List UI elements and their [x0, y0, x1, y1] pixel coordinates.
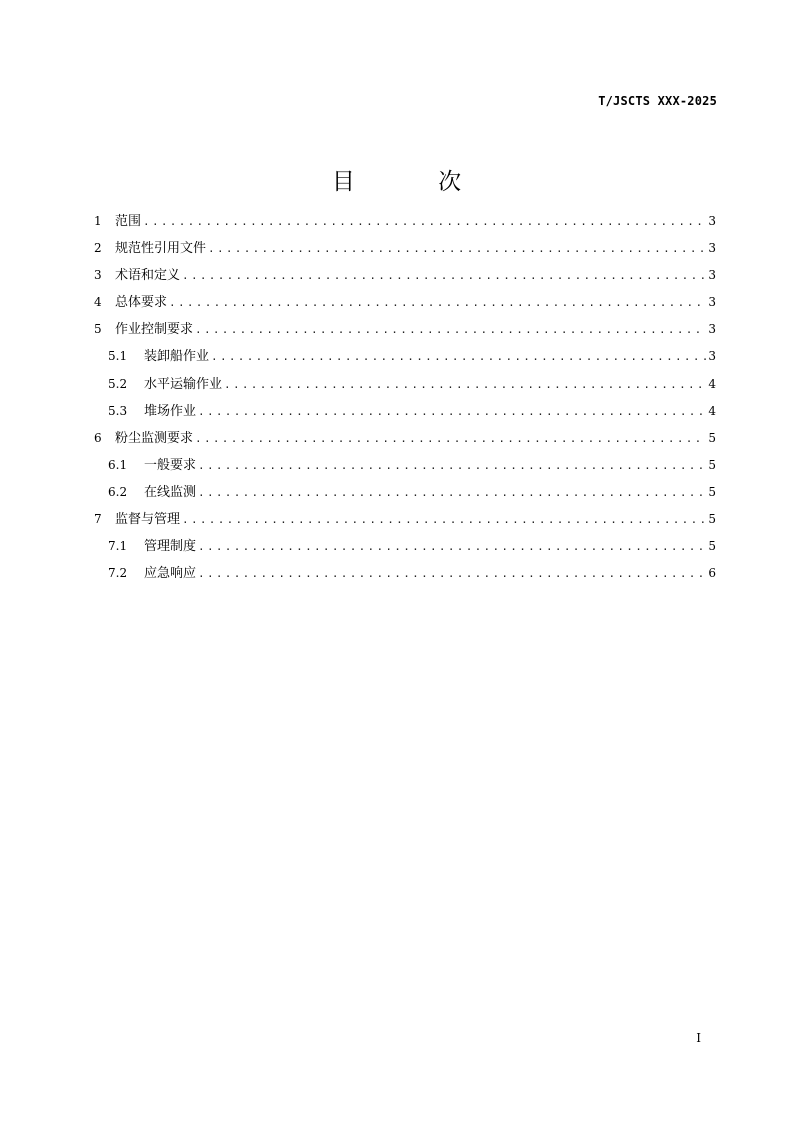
toc-leader-dots: [195, 323, 706, 336]
toc-entry-label: 管理制度: [144, 539, 197, 555]
toc-entry-number: 3: [94, 268, 102, 283]
toc-entry-label: 水平运输作业: [144, 376, 223, 392]
toc-entry[interactable]: [94, 210, 716, 237]
toc-entry[interactable]: [94, 400, 716, 427]
toc-entry-number: 7.2: [108, 566, 128, 581]
toc-entry-number: 6.2: [108, 484, 128, 499]
toc-entry[interactable]: [94, 264, 716, 291]
toc-entry-page: 4: [708, 403, 716, 418]
toc-leader-dots: [182, 513, 706, 526]
toc-entry-label: 粉尘监测要求: [115, 430, 194, 446]
toc-entry-page: 5: [708, 539, 716, 554]
toc-entry[interactable]: [94, 427, 716, 454]
toc-entry-page: 5: [708, 512, 716, 527]
toc-entry-label: 总体要求: [115, 295, 168, 311]
toc-entry[interactable]: [94, 345, 716, 372]
toc-leader-dots: [182, 269, 706, 282]
toc-entry-number: 6.1: [108, 457, 128, 472]
toc-leader-dots: [198, 486, 706, 499]
toc-leader-dots: [195, 432, 706, 445]
toc-entry-number: 4: [94, 295, 102, 310]
toc-entry[interactable]: [94, 481, 716, 508]
toc-entry-number: 5: [94, 322, 102, 337]
toc-entry-page: 5: [708, 430, 716, 445]
toc-entry-number: 5.1: [108, 349, 128, 364]
toc-entry-page: 3: [708, 214, 716, 228]
toc-leader-dots: [169, 296, 706, 309]
toc-entry-page: 3: [708, 322, 716, 337]
toc-entry-page: 3: [708, 268, 716, 283]
toc-entry-page: 5: [708, 457, 716, 472]
toc-leader-dots: [198, 405, 706, 418]
toc-entry[interactable]: [94, 508, 716, 535]
toc-entry[interactable]: [94, 454, 716, 481]
toc-leader-dots: [143, 215, 706, 228]
toc-entry-label: 一般要求: [144, 457, 197, 473]
toc-entry-number: 1: [94, 214, 102, 228]
table-of-contents: [94, 210, 716, 589]
toc-entry[interactable]: [94, 373, 716, 400]
footer-page-number: I: [696, 1031, 701, 1045]
toc-title: 目 次: [331, 169, 500, 195]
toc-entry-page: 3: [708, 349, 716, 364]
toc-entry-label: 装卸船作业: [144, 349, 210, 365]
toc-entry-number: 7: [94, 512, 102, 527]
toc-entry-label: 范围: [115, 214, 142, 229]
toc-entry[interactable]: [94, 562, 716, 589]
toc-entry-page: 4: [708, 376, 716, 391]
toc-entry[interactable]: [94, 237, 716, 264]
toc-entry-page: 6: [708, 566, 716, 581]
toc-entry-number: 5.3: [108, 403, 128, 418]
toc-entry-label: 术语和定义: [115, 268, 181, 284]
toc-leader-dots: [208, 242, 706, 255]
toc-leader-dots: [211, 350, 706, 363]
toc-entry[interactable]: [94, 318, 716, 345]
toc-entry-label: 规范性引用文件: [115, 241, 207, 257]
toc-entry-label: 监督与管理: [115, 512, 181, 528]
document-code: T/JSCTS XXX-2025: [598, 94, 717, 108]
toc-entry-label: 在线监测: [144, 484, 197, 500]
toc-entry[interactable]: [94, 291, 716, 318]
toc-entry-number: 5.2: [108, 376, 128, 391]
toc-entry-number: 2: [94, 241, 102, 256]
toc-entry-page: 3: [708, 295, 716, 310]
toc-entry-page: 3: [708, 241, 716, 256]
toc-entry-page: 5: [708, 484, 716, 499]
toc-entry[interactable]: [94, 535, 716, 562]
toc-leader-dots: [198, 459, 706, 472]
toc-leader-dots: [198, 540, 706, 553]
toc-entry-number: 7.1: [108, 539, 128, 554]
toc-entry-label: 作业控制要求: [115, 322, 194, 338]
toc-entry-label: 堆场作业: [144, 403, 197, 419]
toc-leader-dots: [198, 567, 706, 580]
toc-leader-dots: [224, 378, 706, 391]
toc-entry-number: 6: [94, 430, 102, 445]
toc-entry-label: 应急响应: [144, 566, 197, 582]
